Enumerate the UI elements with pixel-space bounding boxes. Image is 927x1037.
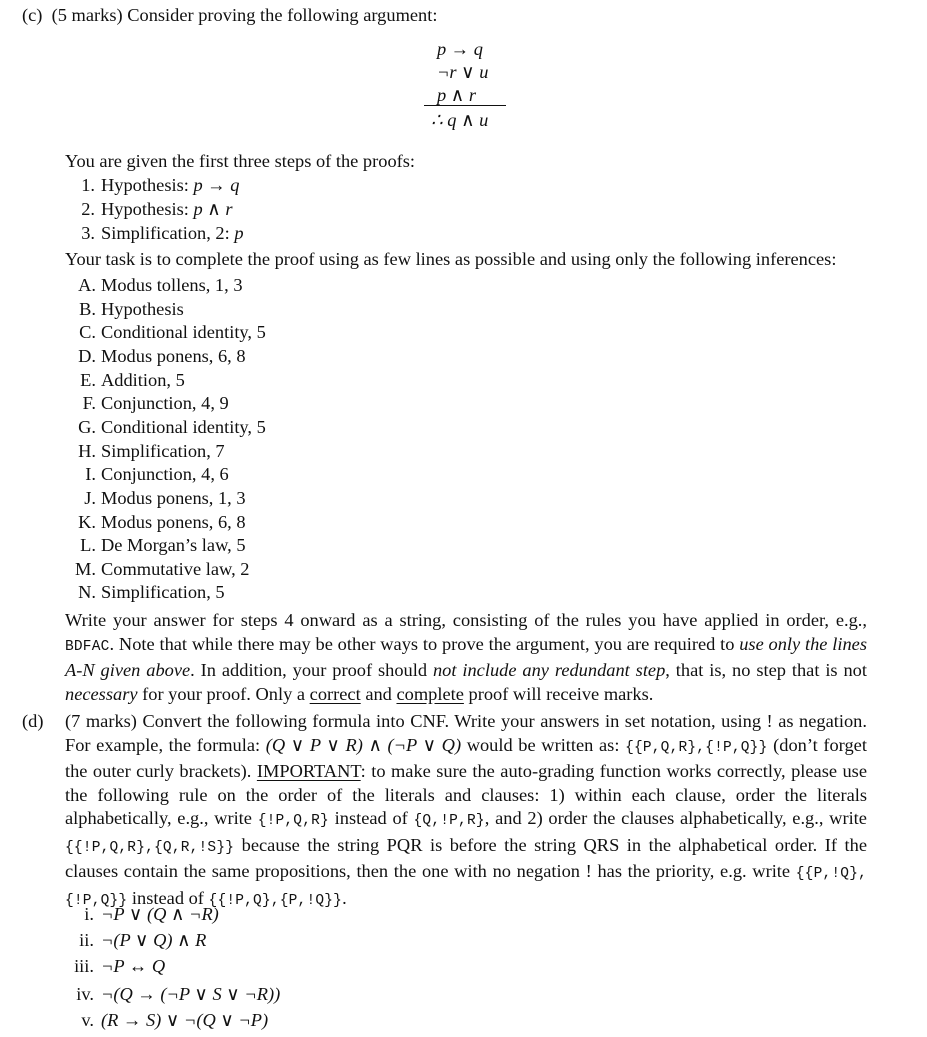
answer-underlined: correct (309, 683, 361, 704)
conclusion: ∴ q ∧ u (431, 110, 489, 130)
part-d-text: (don’t forget the outer curly brackets). (65, 734, 867, 781)
inference-letter: E. (80, 370, 96, 390)
part-d-text: : to make sure the auto-grading function works correctly, please use the following rule on the order of the literals and clauses: 1) within each clause, order the literals alphabetically, e.g., write (65, 761, 867, 828)
inference-letter: F. (82, 393, 96, 413)
inference-letter: M. (75, 559, 96, 579)
inference-letter: B. (79, 299, 96, 319)
part-d-text: would be written as: (466, 734, 620, 755)
inference-text: Conjunction, 4, 6 (101, 464, 229, 484)
answer-text: . In addition, your proof should (190, 660, 428, 680)
formula-expression: (R → S) ∨ ¬(Q ∨ ¬P) (101, 1010, 269, 1030)
part-d-text: , and 2) order the clauses alphabetically, e.g., write (484, 808, 867, 828)
inference-text: Hypothesis (101, 299, 184, 319)
part-c-header (22, 4, 437, 26)
part-d-example-set: {{P,Q,R},{!P,Q}} (625, 739, 768, 756)
answer-emphasis: use only the lines A-N given above (65, 633, 867, 680)
premise-3: p ∧ r (437, 85, 477, 105)
inference-letter: H. (78, 441, 96, 461)
given-step-math: p → q (193, 175, 240, 195)
answer-text: proof will receive marks. (468, 683, 654, 704)
given-step-number: 1. (81, 175, 95, 195)
part-c-label: (c) (22, 5, 43, 25)
answer-text: Write your answer for steps 4 onward as a string, consisting of the rules you have applied in order, e.g., (65, 610, 867, 630)
part-d-code: {!P,Q,R} (257, 813, 329, 829)
formula-expression: ¬(P ∨ Q) ∧ R (101, 930, 207, 950)
answer-emphasis: necessary (65, 683, 138, 704)
inference-letter: L. (80, 535, 96, 555)
part-c-intro: Consider proving the following argument: (127, 5, 438, 25)
inference-letter: G. (78, 417, 96, 437)
formula-expression: ¬P ↔ Q (101, 956, 166, 976)
formula-number: v. (81, 1010, 94, 1030)
given-step-text: Simplification, 2: (101, 223, 235, 243)
inference-text: Conditional identity, 5 (101, 417, 266, 437)
answer-text: , that is, no step that is not (665, 660, 867, 680)
given-step (101, 222, 244, 244)
formula-expression: ¬P ∨ (Q ∧ ¬R) (101, 904, 219, 924)
inference-text: Conditional identity, 5 (101, 322, 266, 342)
given-step-math: p ∧ r (193, 199, 233, 219)
part-d-marks: (7 marks) (65, 711, 137, 731)
part-d-text: Convert the following formula into CNF. Write your answers in set notation, using ! as negation. For example, the formula: (65, 711, 867, 755)
answer-instructions (65, 609, 867, 706)
part-d-text: because the string PQR is before the string QRS in the alphabetical order. If the clauses contain the same propositions, then the one with no negation ! has the priority, e.g. write (65, 834, 867, 881)
part-d-code: {{P,!Q},{!P,Q}} (65, 866, 867, 909)
answer-underlined: complete (396, 683, 464, 704)
given-step (101, 174, 239, 196)
inference-letter: I. (85, 464, 96, 484)
part-d-text: instead of (131, 887, 204, 908)
formula-number: ii. (79, 930, 94, 950)
answer-emphasis: not include any redundant step (432, 660, 666, 680)
part-d-code: {{!P,Q,R},{Q,R,!S}} (65, 839, 235, 856)
inference-text: Modus ponens, 1, 3 (101, 488, 246, 508)
inference-letter: K. (78, 512, 96, 532)
given-step-text: Hypothesis: (101, 175, 194, 195)
part-d-text: instead of (334, 808, 408, 828)
argument-rule (424, 105, 506, 106)
inference-text: Modus ponens, 6, 8 (101, 346, 246, 366)
part-d-instructions (65, 710, 867, 913)
formula-number: i. (84, 904, 94, 924)
part-d-example-formula: (Q ∨ P ∨ R) ∧ (¬P ∨ Q) (265, 734, 462, 755)
part-d-code: {{!P,Q},{P,!Q}} (208, 892, 343, 909)
answer-text: and (365, 683, 392, 704)
task-text: Your task is to complete the proof using as few lines as possible and using only the following inferences: (65, 249, 837, 269)
given-step-number: 2. (81, 199, 95, 219)
inference-letter: D. (78, 346, 96, 366)
given-step-math: p (234, 223, 244, 243)
formula-number: iii. (74, 956, 94, 976)
part-d-label: (d) (22, 711, 44, 731)
inference-letter: A. (78, 275, 96, 295)
inference-letter: C. (79, 322, 96, 342)
answer-example-code: BDFAC (65, 638, 110, 655)
answer-text: . Note that while there may be other ways to prove the argument, you are required to (109, 633, 735, 654)
inference-text: Simplification, 5 (101, 582, 225, 602)
inference-text: Modus tollens, 1, 3 (101, 275, 243, 295)
inference-letter: N. (78, 582, 96, 602)
inference-text: Conjunction, 4, 9 (101, 393, 229, 413)
answer-text: for your proof. Only a (142, 683, 306, 704)
inference-text: Simplification, 7 (101, 441, 225, 461)
given-step (101, 198, 232, 220)
part-d-code: {Q,!P,R} (413, 813, 485, 829)
inference-text: Commutative law, 2 (101, 559, 250, 579)
given-intro: You are given the first three steps of the proofs: (65, 151, 416, 171)
inference-text: Modus ponens, 6, 8 (101, 512, 246, 532)
given-step-text: Hypothesis: (101, 199, 194, 219)
premise-2: ¬r ∨ u (437, 62, 489, 82)
part-d-text: . (342, 887, 347, 908)
inference-text: Addition, 5 (101, 370, 185, 390)
formula-number: iv. (76, 984, 94, 1004)
part-c-marks: (5 marks) (51, 5, 123, 25)
premise-1: p → q (437, 39, 483, 59)
part-d-important: IMPORTANT (256, 761, 361, 781)
formula-expression: ¬(Q → (¬P ∨ S ∨ ¬R)) (101, 984, 281, 1004)
given-step-number: 3. (81, 223, 95, 243)
inference-text: De Morgan’s law, 5 (101, 535, 246, 555)
inference-letter: J. (84, 488, 96, 508)
